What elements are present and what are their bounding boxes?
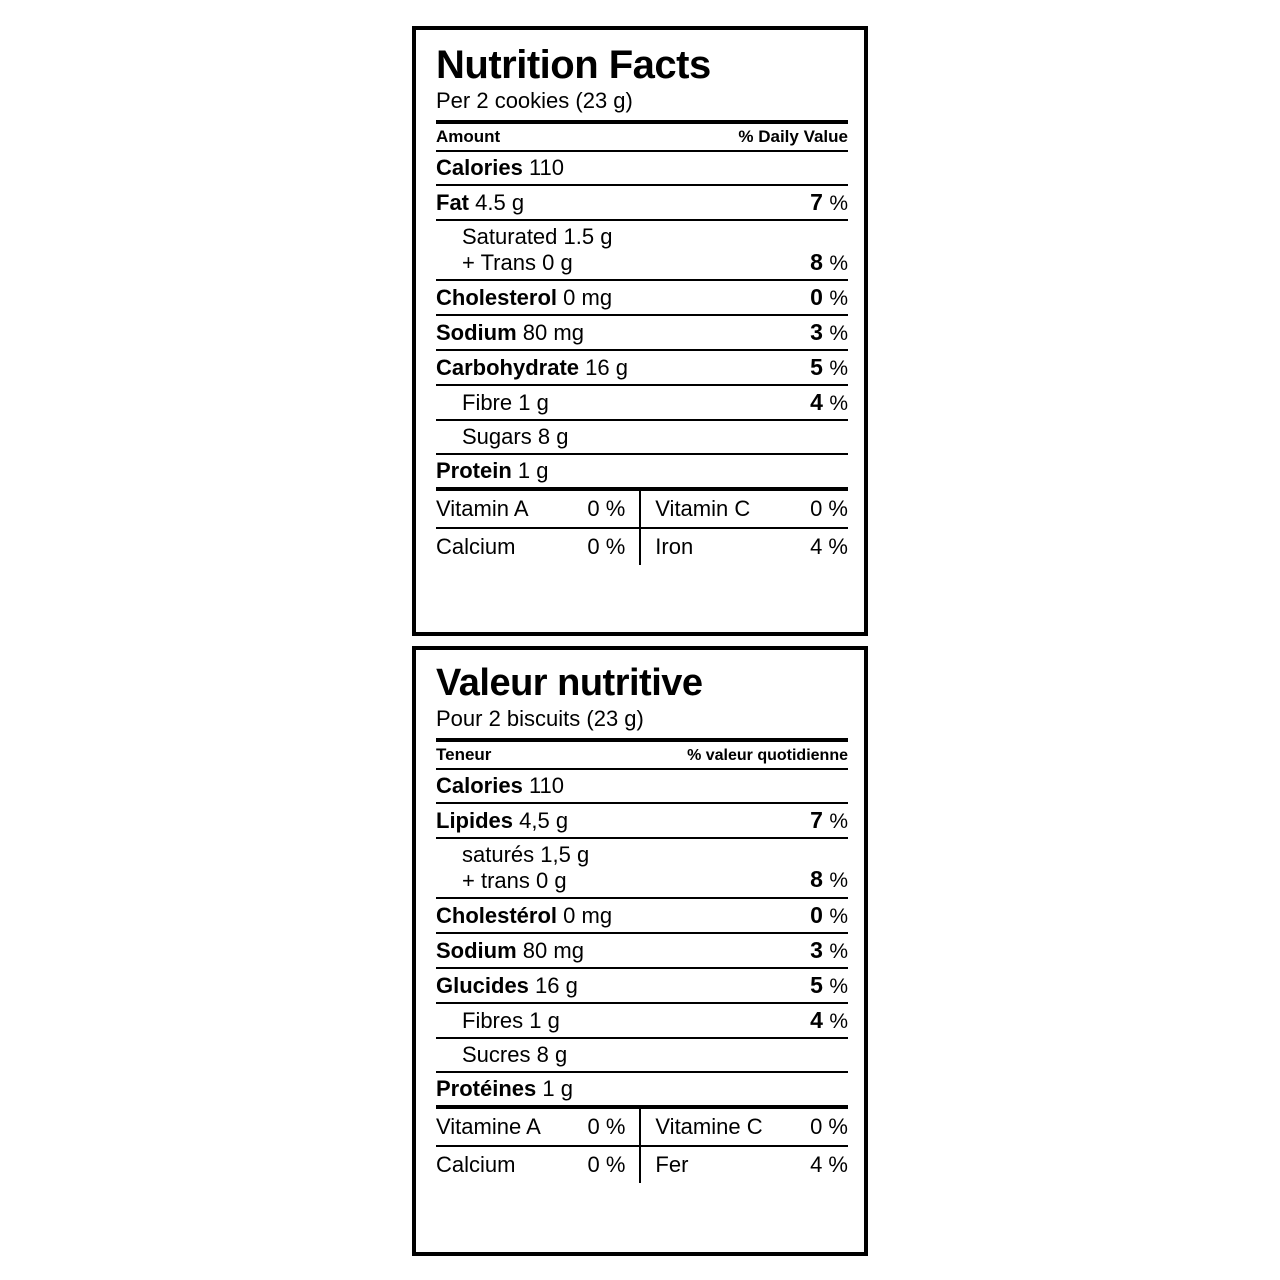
micronutrient-name-right: Iron: [640, 528, 794, 565]
table-header-row: [436, 742, 848, 769]
table-row-proteines: [436, 1072, 848, 1105]
table-row-sodium: [436, 315, 848, 350]
nutrient-name: Glucides: [436, 973, 529, 999]
table-row-fibres: [436, 1003, 848, 1038]
nutrient-name: Protein: [436, 458, 512, 484]
nutrient-name-trans: + trans: [462, 868, 530, 894]
micronutrient-row: [436, 491, 848, 528]
percent-sign: %: [829, 975, 848, 999]
micronutrient-row: [436, 1109, 848, 1146]
table-row-lipides: [436, 803, 848, 838]
nutrient-value: 110: [528, 773, 565, 799]
micronutrient-value-right: 4 %: [810, 534, 848, 560]
nutrient-name: Fibre: [462, 390, 513, 416]
micronutrient-row: [436, 528, 848, 565]
nutrient-value: 1 g: [517, 458, 549, 484]
nutrient-value: 110: [528, 155, 565, 181]
table-row-sugars: [436, 420, 848, 454]
micronutrient-name-left: Vitamine A: [436, 1109, 572, 1146]
percent-sign: %: [829, 940, 848, 964]
table-header-row: [436, 124, 848, 151]
nutrient-name: Fibres: [462, 1008, 524, 1034]
micronutrient-value-left: 0 %: [566, 491, 640, 528]
nutrient-dv: 7: [810, 807, 823, 834]
nutrient-name: Calories: [436, 773, 523, 799]
nutrient-value: 4.5 g: [475, 190, 525, 216]
nutrient-value-trans: 0 g: [536, 868, 567, 894]
percent-sign: %: [829, 1010, 848, 1034]
percent-sign: %: [829, 869, 848, 893]
percent-sign: %: [829, 905, 848, 929]
table-row-cholesterol: [436, 898, 848, 933]
nutrient-name: Sodium: [436, 320, 517, 346]
percent-sign: %: [829, 251, 848, 275]
nutrition-facts-panel-english: [412, 26, 868, 636]
table-row-calories: [436, 769, 848, 803]
nutrient-dv: 0: [810, 284, 823, 311]
micronutrient-value-right: 0 %: [795, 491, 848, 528]
percent-sign: %: [829, 357, 848, 381]
nutrient-value: 0 mg: [563, 285, 613, 311]
panel-title: Nutrition Facts: [436, 43, 711, 87]
nutrient-value-trans: 0 g: [542, 250, 573, 276]
table-row-sucres: [436, 1038, 848, 1072]
nutrient-name: Sodium: [436, 938, 517, 964]
nutrient-value: 16 g: [535, 973, 578, 999]
table-row-glucides: [436, 968, 848, 1003]
nutrient-value: 4,5 g: [519, 808, 569, 834]
micronutrient-table: [436, 491, 848, 565]
percent-sign: %: [829, 810, 848, 834]
table-row-carbohydrate: [436, 350, 848, 385]
nutrient-dv: 8: [810, 866, 823, 893]
percent-sign: %: [829, 322, 848, 346]
nutrient-value: 16 g: [585, 355, 628, 381]
micronutrient-name-left: Vitamin A: [436, 491, 566, 528]
nutrient-dv: 4: [810, 1007, 823, 1034]
nutrient-value: 8 g: [536, 1042, 568, 1068]
percent-sign: %: [829, 287, 848, 311]
nutrient-name: Cholestérol: [436, 903, 558, 929]
micronutrient-name-left: Calcium: [436, 1152, 516, 1178]
nutrient-value: 0 mg: [563, 903, 613, 929]
nutrient-name: Sucres: [462, 1042, 531, 1068]
amount-header: Amount: [436, 124, 698, 151]
micronutrient-row: [436, 1146, 848, 1183]
nutrient-name-trans: + Trans: [462, 250, 536, 276]
nutrient-dv: 3: [810, 937, 823, 964]
nutrient-name: Fat: [436, 190, 469, 216]
table-row-saturated-trans: [436, 220, 848, 280]
micronutrient-name-left: Calcium: [436, 534, 516, 560]
micronutrient-value-right: 0 %: [799, 1109, 848, 1146]
nutrient-dv: 5: [810, 354, 823, 381]
nutrient-name: Cholesterol: [436, 285, 558, 311]
nutrient-value: 1 g: [542, 1076, 573, 1102]
percent-sign: %: [829, 192, 848, 216]
percent-sign: %: [829, 392, 848, 416]
nutrient-value: 8 g: [537, 424, 569, 450]
nutrient-name: Saturated: [462, 224, 558, 250]
nutrient-value: 1.5 g: [563, 224, 613, 250]
nutrition-facts-panel-french: [412, 646, 868, 1256]
serving-size: Pour 2 biscuits (23 g): [436, 705, 644, 731]
table-row-calories: [436, 151, 848, 185]
nutrient-value: 80 mg: [522, 938, 584, 964]
nutrient-dv: 4: [810, 389, 823, 416]
micronutrient-name-right: Vitamin C: [640, 491, 794, 528]
nutrient-name: saturés: [462, 842, 535, 868]
micronutrient-name-right: Vitamine C: [640, 1109, 798, 1146]
nutrient-dv: 7: [810, 189, 823, 216]
micronutrient-value-left: 0 %: [572, 1109, 641, 1146]
table-row-fat: [436, 185, 848, 220]
micronutrient-value-right: 4 %: [810, 1152, 848, 1178]
nutrient-dv: 5: [810, 972, 823, 999]
nutrient-name: Sugars: [462, 424, 532, 450]
micronutrient-table: [436, 1109, 848, 1183]
table-row-fibre: [436, 385, 848, 420]
nutrition-table: [436, 742, 848, 1105]
nutrient-name: Lipides: [436, 808, 514, 834]
nutrient-dv: 3: [810, 319, 823, 346]
nutrient-name: Protéines: [436, 1076, 537, 1102]
nutrient-value: 1,5 g: [540, 842, 590, 868]
amount-header: Teneur: [436, 742, 651, 769]
table-row-satures-trans: [436, 838, 848, 898]
micronutrient-value-left: 0 %: [587, 534, 626, 560]
daily-value-header: % valeur quotidienne: [651, 742, 848, 769]
table-row-sodium: [436, 933, 848, 968]
nutrient-value: 1 g: [529, 1008, 560, 1034]
table-row-protein: [436, 454, 848, 487]
panel-title: Valeur nutritive: [436, 662, 703, 704]
micronutrient-name-right: Fer: [640, 1146, 798, 1183]
nutrient-dv: 0: [810, 902, 823, 929]
micronutrient-value-left: 0 %: [587, 1152, 626, 1178]
nutrition-table: [436, 124, 848, 487]
nutrient-value: 1 g: [518, 390, 549, 416]
table-row-cholesterol: [436, 280, 848, 315]
daily-value-header: % Daily Value: [698, 124, 848, 151]
nutrient-name: Carbohydrate: [436, 355, 580, 381]
nutrient-name: Calories: [436, 155, 523, 181]
nutrient-value: 80 mg: [522, 320, 584, 346]
nutrient-dv: 8: [810, 248, 823, 275]
serving-size: Per 2 cookies (23 g): [436, 88, 633, 113]
